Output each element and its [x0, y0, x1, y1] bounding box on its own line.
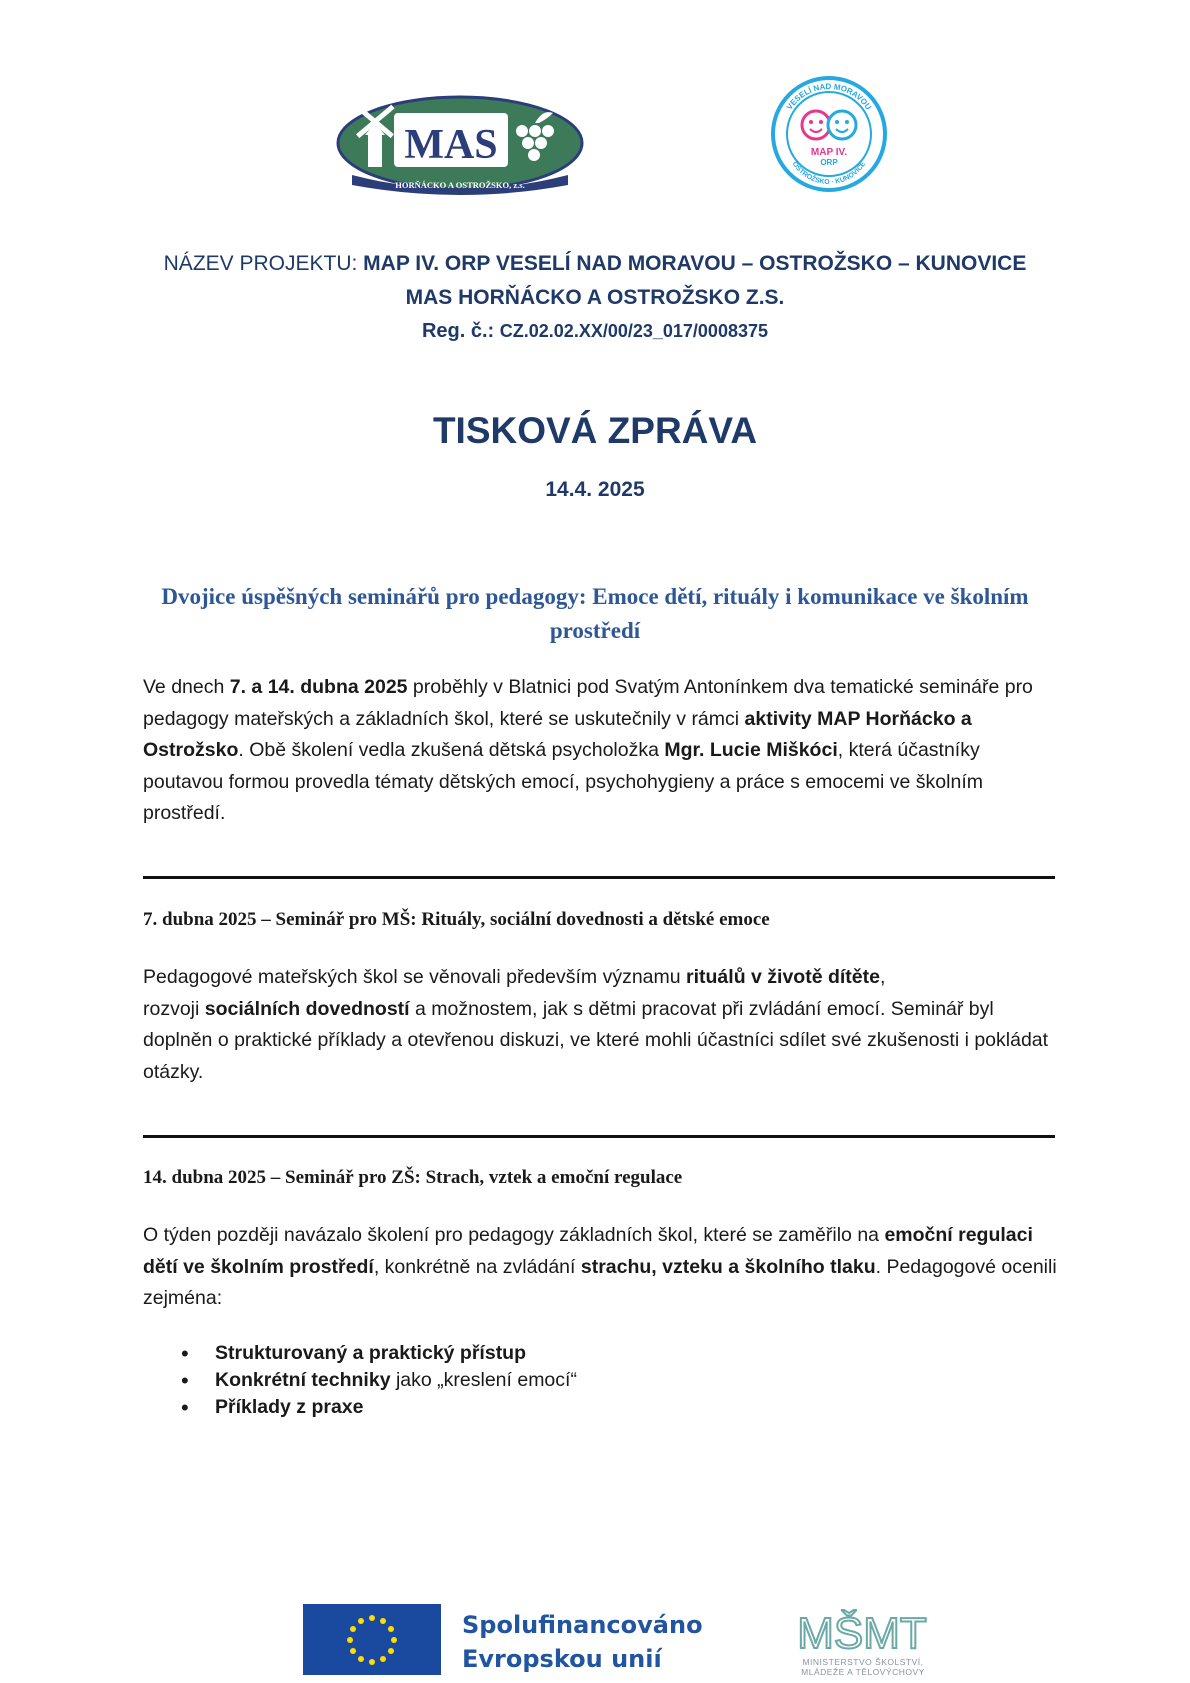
map-logo-subtext: ORP — [820, 158, 838, 167]
map-ring-text-bottom: OSTROŽSKO · KUNOVICE — [790, 160, 868, 187]
mas-logo — [332, 93, 588, 197]
msmt-logo-mark: MŠMT — [797, 1609, 927, 1658]
eu-cofunding-text — [462, 1608, 703, 1676]
project-name: MAP IV. ORP VESELÍ NAD MORAVOU – OSTROŽSKO – KUNOVICE — [363, 252, 1027, 275]
project-name-line — [0, 252, 1190, 276]
document-title: TISKOVÁ ZPRÁVA — [432, 410, 758, 451]
project-label: NÁZEV PROJEKTU: — [163, 252, 364, 275]
map-ring-text: VESELÍ NAD MORAVOU — [784, 81, 874, 112]
list-item: • Konkrétní techniky jako „kreslení emocí“ — [143, 1367, 577, 1394]
section1-paragraph: Pedagogové mateřských škol se věnovali především významu rituálů v životě dítěte, rozvoji sociálních dovedností a možnostem, jak s dětmi pracovat při zvládání emocí. Seminář byl doplněn o praktické příklady a otevřenou diskuzi, ve které mohli účastníci sdílet své zkušenosti i pokládat otázky. — [143, 966, 1049, 1083]
mas-logo-subtext: HORŇÁCKO A OSTROŽSKO, z.s. — [395, 180, 525, 190]
section2-paragraph: O týden později navázalo školení pro pedagogy základních škol, které se zaměřilo na emoční regulaci dětí ve školním prostředí, konkrétně na zvládání strachu, vzteku a školního tlaku. Pedagogové ocenili zejména: — [143, 1224, 1057, 1309]
eu-flag-icon — [303, 1604, 441, 1675]
article-headline: Dvojice úspěšných seminářů pro pedagogy: Emoce dětí, rituály i komunikace ve školním prostředí — [161, 584, 1029, 643]
eu-text-line2: Evropskou unií — [462, 1645, 662, 1673]
section-divider — [143, 876, 1055, 879]
list-item: • Strukturovaný a praktický přístup — [143, 1340, 577, 1367]
msmt-logo-text — [763, 1657, 963, 1677]
document-date: 14.4. 2025 — [545, 478, 645, 501]
section1-heading: 7. dubna 2025 – Seminář pro MŠ: Rituály, sociální dovednosti a dětské emoce — [143, 909, 770, 930]
organization-name: MAS HORŇÁCKO A OSTROŽSKO Z.S. — [405, 286, 785, 309]
mas-logo-text: MAS — [404, 122, 498, 168]
map-logo — [770, 75, 888, 193]
msmt-text-line1: MINISTERSTVO ŠKOLSTVÍ, — [802, 1657, 924, 1667]
msmt-text-line2: MLÁDEŽE A TĚLOVÝCHOVY — [801, 1667, 925, 1677]
map-logo-text: MAP IV. — [810, 147, 848, 158]
registration-line — [0, 320, 1190, 343]
benefits-list — [143, 1340, 577, 1421]
intro-paragraph: Ve dnech 7. a 14. dubna 2025 proběhly v Blatnici pod Svatým Antonínkem dva tematické semináře pro pedagogy mateřských a základních škol, které se uskutečnily v rámci aktivity MAP Horňácko a Ostrožsko. Obě školení vedla zkušená dětská psycholožka Mgr. Lucie Miškóci, která účastníky poutavou formou provedla tématy dětských emocí, psychohygieny a práce s emocemi ve školním prostředí. — [143, 676, 1033, 824]
section2-heading: 14. dubna 2025 – Seminář pro ZŠ: Strach, vztek a emoční regulace — [143, 1167, 683, 1188]
section-divider — [143, 1135, 1055, 1138]
eu-text-line1: Spolufinancováno — [462, 1611, 703, 1639]
reg-label: Reg. č.: — [421, 320, 500, 342]
reg-number: CZ.02.02.XX/00/23_017/0008375 — [499, 321, 768, 341]
list-item: • Příklady z praxe — [143, 1394, 577, 1421]
